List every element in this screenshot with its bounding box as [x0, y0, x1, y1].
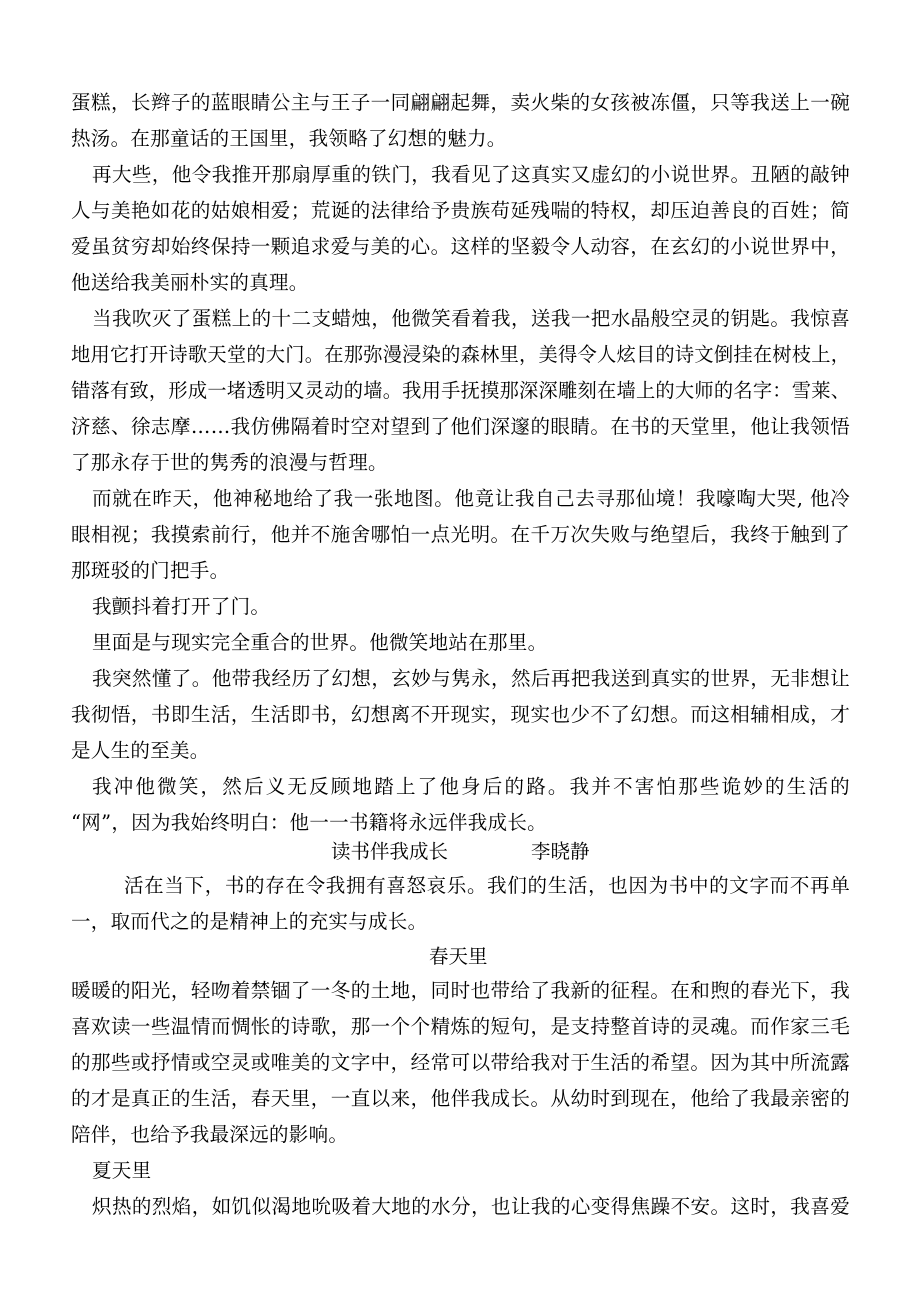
text-line: 了那永存于世的隽秀的浪漫与哲理。 [71, 451, 388, 474]
text-line: 爱虽贫穷却始终保持一颗追求爱与美的心。这样的坚毅令人动容，在玄幻的小说世界中， [71, 235, 850, 258]
text-line: 我颤抖着打开了门。 [92, 595, 271, 618]
text-line: 那斑驳的门把手。 [71, 559, 230, 582]
text-line: 是人生的至美。 [71, 739, 210, 762]
text-line: 热汤。在那童话的王国里，我领略了幻想的魅力。 [71, 127, 507, 150]
section-heading-spring [0, 939, 920, 975]
text-line: 蛋糕，长辫子的蓝眼睛公主与王子一同翩翩起舞，卖火柴的女孩被冻僵，只等我送上一碗 [71, 91, 850, 114]
text-line: 活在当下，书的存在令我拥有喜怒哀乐。我们的生活，也因为书中的文字而不再单 [124, 874, 850, 897]
text-line: 喜欢读一些温情而惆怅的诗歌，那一个个精炼的短句，是支持整首诗的灵魂。而作家三毛 [71, 1015, 850, 1038]
text-line: 里面是与现实完全重合的世界。他微笑地站在那里。 [92, 631, 548, 654]
text-line: “网”，因为我始终明白：他一一书籍将永远伴我成长。 [71, 811, 547, 834]
essay-heading [0, 834, 920, 870]
section-heading-summer: 夏天里 [92, 1159, 152, 1182]
text-line: 错落有致，形成一堵透明又灵动的墙。我用手抚摸那深深雕刻在墙上的大师的名字：雪莱、 [71, 379, 850, 402]
text-line: 陪伴，也给予我最深远的影响。 [71, 1123, 349, 1146]
text-line: 的那些或抒情或空灵或唯美的文字中，经常可以带给我对于生活的希望。因为其中所流露 [71, 1051, 850, 1074]
text-line: 炽热的烈焰，如饥似渴地吮吸着大地的水分，也让我的心变得焦躁不安。这时，我喜爱 [92, 1195, 850, 1218]
text-line: 暖暖的阳光，轻吻着禁锢了一冬的土地，同时也带给了我新的征程。在和煦的春光下，我 [71, 979, 850, 1002]
text-line: 再大些，他令我推开那扇厚重的铁门，我看见了这真实又虚幻的小说世界。丑陋的敲钟 [92, 163, 850, 186]
text-line: 我冲他微笑，然后义无反顾地踏上了他身后的路。我并不害怕那些诡妙的生活的 [92, 775, 850, 798]
essay-title: 读书伴我成长 [331, 840, 449, 863]
text-line: 我彻悟，书即生活，生活即书，幻想离不开现实，现实也少不了幻想。而这相辅相成，才 [71, 703, 850, 726]
essay-author: 李晓静 [531, 840, 590, 863]
text-line: 而就在昨天，他神秘地给了我一张地图。他竟让我自己去寻那仙境！我嚎啕大哭, 他冷 [92, 487, 850, 510]
text-line: 眼相视；我摸索前行，他并不施舍哪怕一点光明。在千万次失败与绝望后，我终于触到了 [71, 523, 850, 546]
text-line: 人与美艳如花的姑娘相爱；荒诞的法律给予贵族苟延残喘的特权，却压迫善良的百姓；简 [71, 199, 850, 222]
text-line: 地用它打开诗歌天堂的大门。在那弥漫浸染的森林里，美得令人炫目的诗文倒挂在树枝上， [71, 343, 850, 366]
text-line: 我突然懂了。他带我经历了幻想，玄妙与隽永，然后再把我送到真实的世界，无非想让 [92, 667, 850, 690]
text-line: 济慈、徐志摩……我仿佛隔着时空对望到了他们深邃的眼睛。在书的天堂里，他让我领悟 [71, 415, 850, 438]
text-line: 他送给我美丽朴实的真理。 [71, 271, 309, 294]
text-line: 一，取而代之的是精神上的充实与成长。 [71, 910, 428, 933]
text-line: 当我吹灭了蛋糕上的十二支蜡烛，他微笑看着我，送我一把水晶般空灵的钥匙。我惊喜 [92, 307, 850, 330]
section-heading-text: 春天里 [429, 945, 488, 968]
text-line: 的才是真正的生活，春天里，一直以来，他伴我成长。从幼时到现在，他给了我最亲密的 [71, 1087, 850, 1110]
